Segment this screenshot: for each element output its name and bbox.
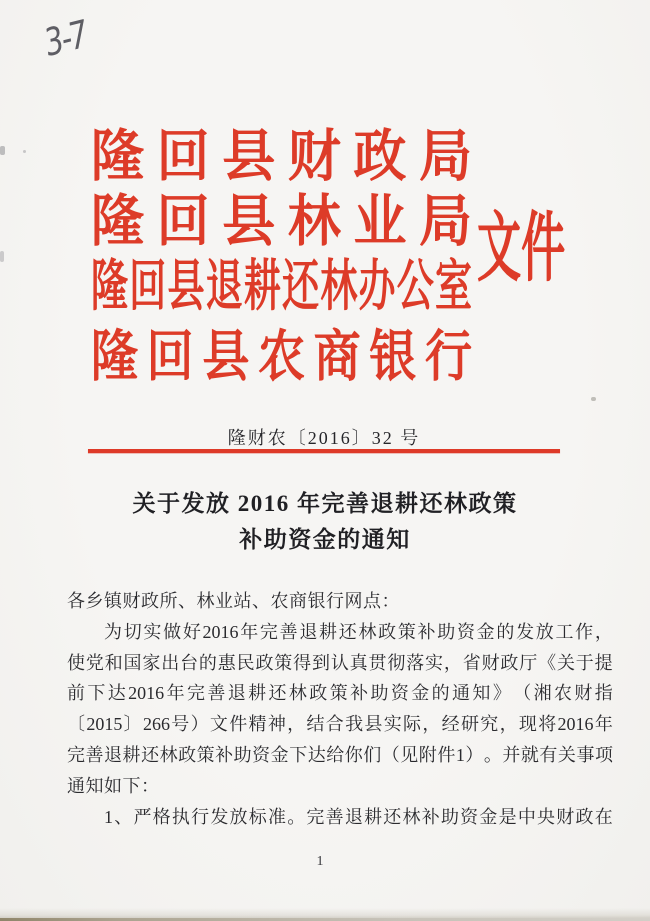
salutation-line: 各乡镇财政所、林业站、农商银行网点： [67,591,400,611]
scan-speck [0,146,5,155]
document-body [67,586,613,832]
body-line: 使 党 和 国 家 出 台 的 惠 民 政 策 得 到 认 真 贯 彻 落 实 ， 省 财 政 厅 《 关 于 提 [67,652,613,673]
handwritten-mark: 3-7 [40,11,91,65]
doc-type-label: 文件 [477,207,566,291]
agency-line-finance-bureau: 隆 回 县 财 政 局 [91,126,472,189]
agency-line-rural-commercial-bank: 隆 回 县 农 商 银 行 [91,327,472,389]
document-title [0,486,650,558]
body-line: 完 善 退 耕 还 林 政 策 补 助 资 金 下 达 给 你 们 （ 见 附 件 1 ） 。 并 就 有 关 事 项 [67,744,613,765]
body-line: 〔 2015 〕 266 号 ） 文 件 精 神 ， 结 合 我 县 实 际 ， 经 研 究 ， 现 将 2016 年 [67,714,613,735]
scan-speck [0,251,4,262]
body-line: 通知如下： [67,775,160,796]
agency-line-forestry-bureau: 隆 回 县 林 业 局 [91,191,472,254]
document-title-line2: 补助资金的通知 [239,527,411,552]
document-title-line1: 关于发放 2016 年完善退耕还林政策 [132,491,518,516]
page-number: 1 [316,854,324,869]
scan-speck [23,150,26,153]
body-line-item-1: 1 、 严 格 执 行 发 放 标 准 。 完 善 退 耕 还 林 补 助 资 金 是 中 央 财 政 在 [104,806,613,827]
doc-number: 隆财农〔2016〕32 号 [227,428,421,448]
scan-speck [591,397,596,401]
body-line: 为 切 实 做 好 2016 年 完 善 退 耕 还 林 政 策 补 助 资 金 的 发 放 工 作 ， [104,621,613,642]
agency-line-grain-for-green-office: 隆 回 县 退 耕 还 林 办 公 室 [91,257,472,319]
body-line: 前 下 达 2016 年 完 善 退 耕 还 林 政 策 补 助 资 金 的 通 知 》 （ 湘 农 财 指 [67,683,613,704]
red-divider-line [88,449,560,453]
scan-bottom-edge [0,908,650,921]
